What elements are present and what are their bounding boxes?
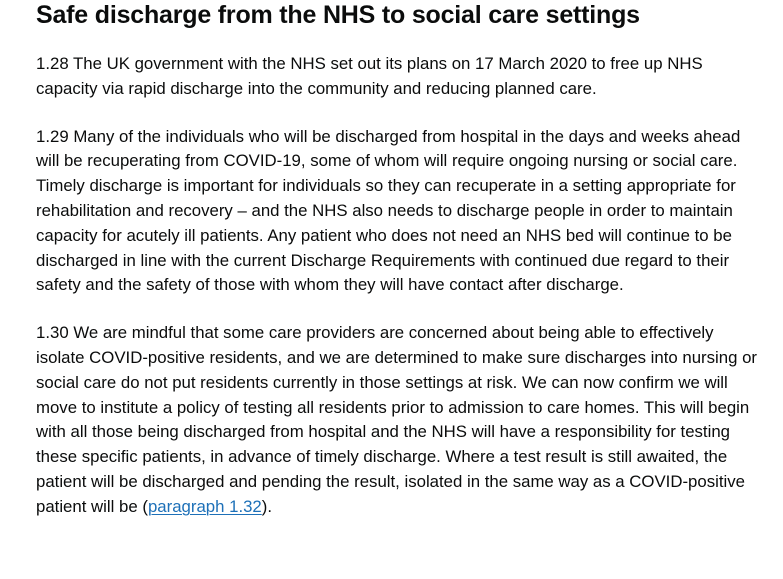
paragraph-1-32-link[interactable]: paragraph 1.32: [147, 496, 262, 516]
paragraph-1-30-text: 1.30 We are mindful that some care providers are concerned about being able to effectively isolate COVID-positive residents, and we are determined to make sure discharges into nursing or social care do not put residents currently in those settings at risk. We can now confirm we will move to institute a policy of testing all residents prior to admission to care homes. This will begin with all those being discharged from hospital and the NHS will have a responsibility for testing these specific patients, in advance of timely discharge. Where a test result is still awaited, the patient will be discharged and pending the result, isolated in the same way as a COVID-positive patient will be (: [36, 323, 758, 516]
paragraph-1-30-closing: ).: [261, 496, 273, 516]
paragraph-1-29: 1.29 Many of the individuals who will be discharged from hospital in the days and weeks ahead will be recuperating from COVID-19, some of whom will require ongoing nursing or social care. Timely discharge is important for individuals so they can recuperate in a setting appropriate for rehabilitation and recovery – and the NHS also needs to discharge people in order to maintain capacity for acutely ill patients. Any patient who does not need an NHS bed will continue to be discharged in line with the current Discharge Requirements with continued due regard to their safety and the safety of those with whom they will have contact after discharge.: [36, 126, 741, 295]
section-heading: Safe discharge from the NHS to social care settings: [36, 1, 640, 29]
paragraph-1-30: [36, 321, 766, 519]
paragraph-1-28: 1.28 The UK government with the NHS set out its plans on 17 March 2020 to free up NHS capacity via rapid discharge into the community and reducing planned care.: [36, 54, 703, 98]
document-section: [36, 0, 766, 520]
